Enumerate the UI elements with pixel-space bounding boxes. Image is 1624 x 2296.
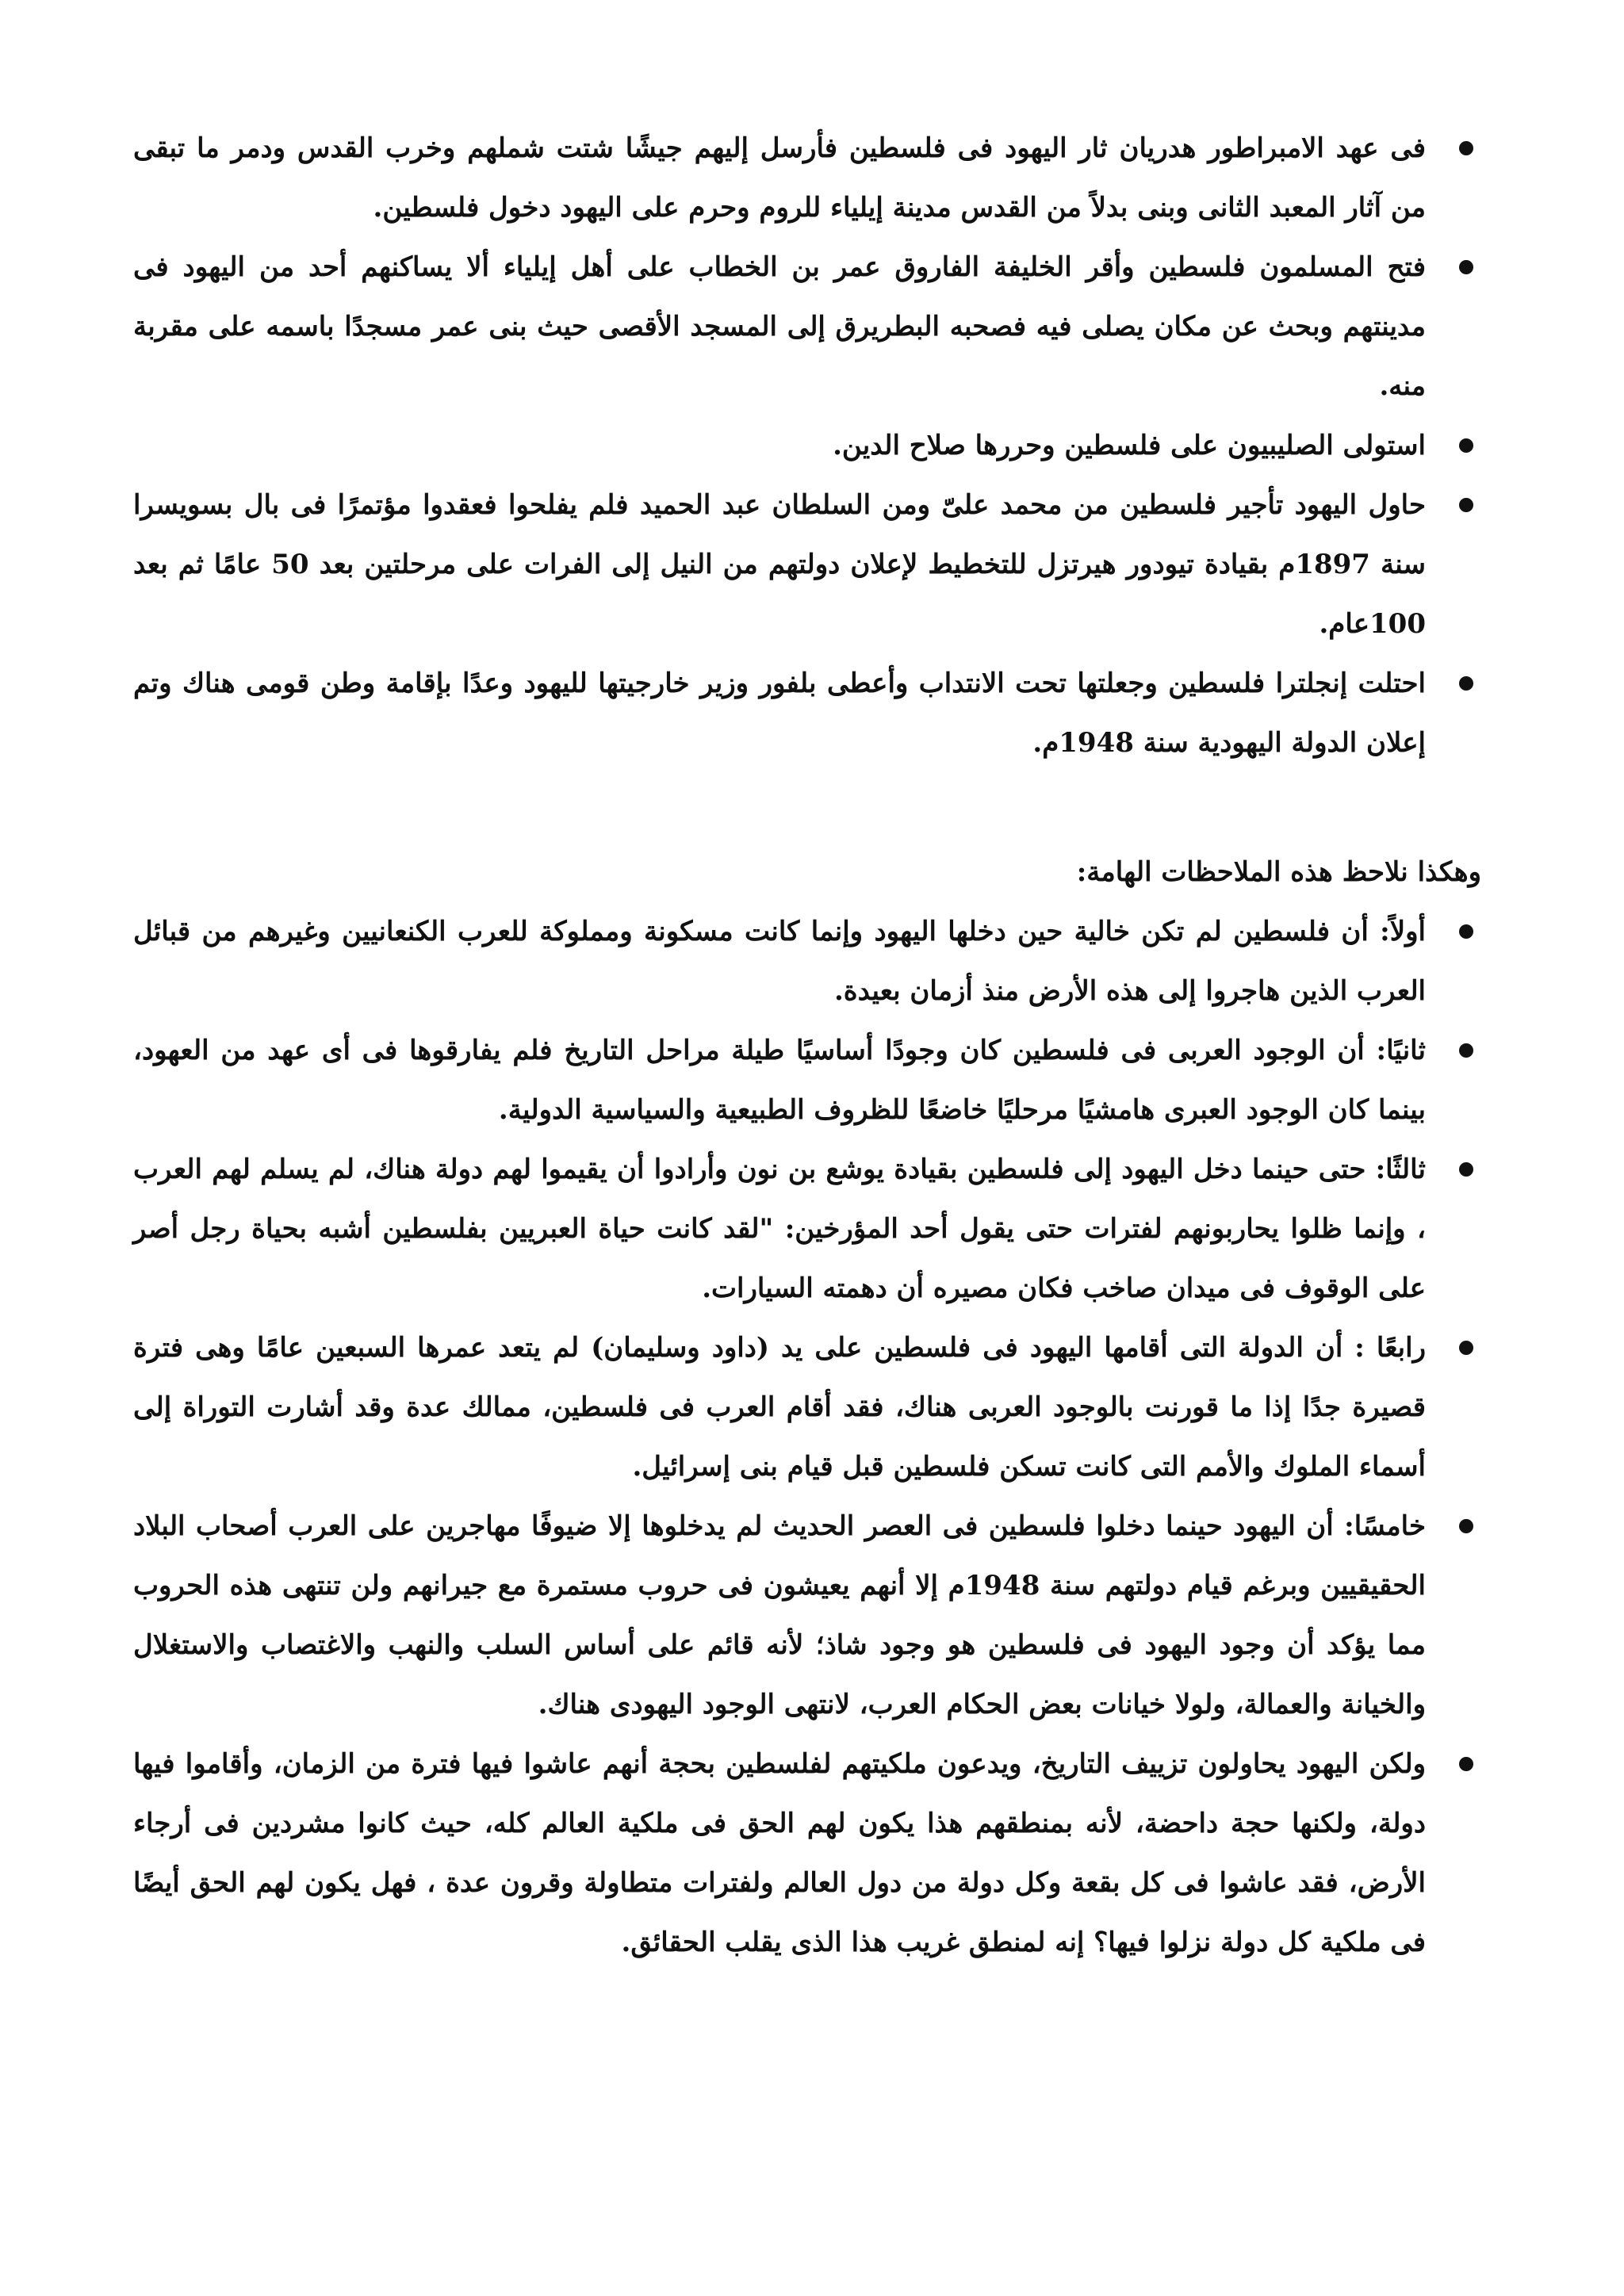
list-item	[133, 119, 1481, 238]
notes-list	[133, 902, 1481, 1973]
bullet-icon	[1459, 498, 1473, 512]
bullet-icon	[1459, 1341, 1473, 1355]
bullet-icon	[1459, 260, 1473, 274]
list-item-text: ثانيًا: أن الوجود العربى فى فلسطين كان وجودًا أساسيًا طيلة مراحل التاريخ فلم يفارقوها فى أى عهد من العهود، بينما كان الوجود العبرى هامشيًا مرحليًا خاضعًا للظروف الطبيعية والسياسية الدولية.	[133, 1035, 1426, 1126]
list-item	[133, 1021, 1481, 1140]
bullet-icon	[1459, 141, 1473, 155]
list-item	[133, 1497, 1481, 1735]
list-item	[133, 902, 1481, 1021]
list-item	[133, 654, 1481, 773]
list-item-text: استولى الصليبيون على فلسطين وحررها صلاح الدين.	[833, 430, 1426, 461]
list-item	[133, 1735, 1481, 1973]
list-item-text: فى عهد الامبراطور هدريان ثار اليهود فى فلسطين فأرسل إليهم جيشًا شتت شملهم وخرب القدس ودمر ما تبقى من آثار المعبد الثانى وبنى بدلاً من القدس مدينة إيلياء للروم وحرم على اليهود دخول فلسطين.	[133, 132, 1426, 224]
document-page	[133, 119, 1481, 1973]
bullet-icon	[1459, 676, 1473, 691]
list-item-text: ولكن اليهود يحاولون تزييف التاريخ، ويدعون ملكيتهم لفلسطين بحجة أنهم عاشوا فيها فترة من الزمان، وأقاموا فيها دولة، ولكنها حجة داحضة، لأنه بمنطقهم هذا يكون لهم الحق فى ملكية العالم كله، حيث كانوا مشردين فى أرجاء الأرض، فقد عاشوا فى كل بقعة وكل دولة من دول العالم ولفترات متطاولة وقرون عدة ، فهل يكون لهم الحق أيضًا فى ملكية كل دولة نزلوا فيها؟ إنه لمنطق غريب هذا الذى يقلب الحقائق.	[133, 1748, 1426, 1958]
bullet-icon	[1459, 1519, 1473, 1533]
list-item	[133, 1140, 1481, 1318]
notes-intro: وهكذا نلاحظ هذه الملاحظات الهامة:	[1076, 856, 1481, 888]
list-item	[133, 476, 1481, 654]
list-item	[133, 1318, 1481, 1497]
list-item	[133, 416, 1481, 476]
list-item-text: احتلت إنجلترا فلسطين وجعلتها تحت الانتداب وأعطى بلفور وزير خارجيتها لليهود وعدًا بإقامة وطن قومى هناك وتم إعلان الدولة اليهودية سنة 1948م.	[133, 668, 1426, 759]
list-item-text: فتح المسلمون فلسطين وأقر الخليفة الفاروق عمر بن الخطاب على أهل إيلياء ألا يساكنهم أحد من اليهود فى مدينتهم وبحث عن مكان يصلى فيه فصحبه البطريرق إلى المسجد الأقصى حيث بنى عمر مسجدًا باسمه على مقربة منه.	[133, 251, 1426, 402]
list-item-text: أولاً: أن فلسطين لم تكن خالية حين دخلها اليهود وإنما كانت مسكونة ومملوكة للعرب الكنعانيين وغيرهم من قبائل العرب الذين هاجروا إلى هذه الأرض منذ أزمان بعيدة.	[133, 916, 1426, 1007]
bullet-icon	[1459, 1043, 1473, 1058]
bullet-icon	[1459, 1162, 1473, 1177]
list-item-text: رابعًا : أن الدولة التى أقامها اليهود فى فلسطين على يد (داود وسليمان) لم يتعد عمرها السبعين عامًا وهى فترة قصيرة جدًا إذا ما قورنت بالوجود العربى هناك، فقد أقام العرب فى فلسطين، ممالك عدة وقد أشارت التوراة إلى أسماء الملوك والأمم التى كانت تسكن فلسطين قبل قيام بنى إسرائيل.	[133, 1332, 1426, 1483]
bullet-icon	[1459, 924, 1473, 939]
bullet-icon	[1459, 438, 1473, 453]
list-item	[133, 238, 1481, 416]
bullet-icon	[1459, 1757, 1473, 1771]
list-item-text: خامسًا: أن اليهود حينما دخلوا فلسطين فى العصر الحديث لم يدخلوها إلا ضيوفًا مهاجرين على العرب أصحاب البلاد الحقيقيين وبرغم قيام دولتهم سنة 1948م إلا أنهم يعيشون فى حروب مستمرة مع جيرانهم ولن تنتهى هذه الحروب مما يؤكد أن وجود اليهود فى فلسطين هو وجود شاذ؛ لأنه قائم على أساس السلب والنهب والاغتصاب والاستغلال والخيانة والعمالة، ولولا خيانات بعض الحكام العرب، لانتهى الوجود اليهودى هناك.	[133, 1510, 1426, 1720]
list-item-text: حاول اليهود تأجير فلسطين من محمد علىّ ومن السلطان عبد الحميد فلم يفلحوا فعقدوا مؤتمرًا فى بال بسويسرا سنة 1897م بقيادة تيودور هيرتزل للتخطيط لإعلان دولتهم من النيل إلى الفرات على مرحلتين بعد 50 عامًا ثم بعد 100عام.	[133, 489, 1426, 640]
history-events-list	[133, 119, 1481, 773]
list-item-text: ثالثًا: حتى حينما دخل اليهود إلى فلسطين بقيادة يوشع بن نون وأرادوا أن يقيموا لهم دولة هناك، لم يسلم لهم العرب ، وإنما ظلوا يحاربونهم لفترات حتى يقول أحد المؤرخين: "لقد كانت حياة العبريين بفلسطين أشبه بحياة رجل أصر على الوقوف فى ميدان صاخب فكان مصيره أن دهمته السيارات.	[133, 1154, 1426, 1304]
